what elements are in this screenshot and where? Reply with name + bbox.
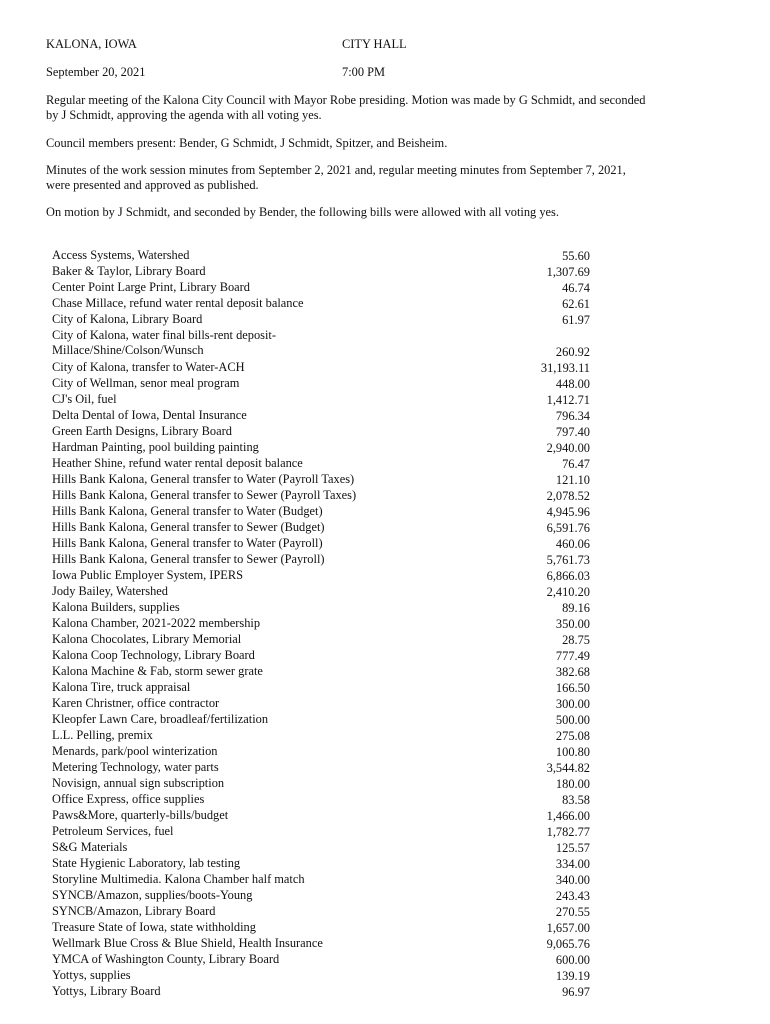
bill-amount: 6,866.03	[546, 568, 590, 583]
bill-amount: 96.97	[562, 984, 590, 999]
bill-amount: 76.47	[562, 456, 590, 471]
bill-amount: 270.55	[555, 904, 590, 919]
bill-amount: 1,412.71	[546, 392, 590, 407]
bill-row	[52, 376, 592, 392]
bill-row	[52, 824, 592, 840]
bill-amount: 89.16	[562, 600, 590, 615]
header-time: 7:00 PM	[342, 65, 386, 79]
bill-description: S&G Materials	[52, 840, 128, 854]
bill-description: Yottys, supplies	[52, 968, 131, 982]
bill-row	[52, 424, 592, 440]
bill-description: Hills Bank Kalona, General transfer to Water (Payroll Taxes)	[52, 472, 355, 486]
bill-row	[52, 328, 592, 360]
bill-row	[52, 552, 592, 568]
bill-description: Center Point Large Print, Library Board	[52, 280, 250, 294]
bill-amount: 275.08	[555, 728, 590, 743]
bill-row	[52, 728, 592, 744]
bill-description: Storyline Multimedia. Kalona Chamber half match	[52, 872, 305, 886]
bill-amount: 46.74	[562, 280, 590, 295]
bill-row	[52, 456, 592, 472]
bill-description: Hills Bank Kalona, General transfer to Water (Budget)	[52, 504, 323, 518]
header-line-2	[46, 65, 706, 81]
bill-description: City of Wellman, senor meal program	[52, 376, 240, 390]
bill-row	[52, 616, 592, 632]
bill-description: Kalona Chamber, 2021-2022 membership	[52, 616, 261, 630]
bill-amount: 100.80	[555, 744, 590, 759]
bill-amount: 3,544.82	[546, 760, 590, 775]
bill-description: Paws&More, quarterly-bills/budget	[52, 808, 229, 822]
bill-amount: 6,591.76	[546, 520, 590, 535]
bill-amount: 180.00	[555, 776, 590, 791]
bill-description: Wellmark Blue Cross & Blue Shield, Health Insurance	[52, 936, 323, 950]
bill-row	[52, 856, 592, 872]
bills-list	[52, 248, 592, 1000]
bill-description: Heather Shine, refund water rental deposit balance	[52, 456, 303, 470]
bill-description: Hills Bank Kalona, General transfer to Sewer (Payroll)	[52, 552, 325, 566]
bill-amount: 777.49	[555, 648, 590, 663]
bill-amount: 2,940.00	[546, 440, 590, 455]
bill-row	[52, 392, 592, 408]
bill-row	[52, 568, 592, 584]
header-location: KALONA, IOWA	[46, 37, 137, 51]
bill-amount: 2,078.52	[546, 488, 590, 503]
bill-description: Green Earth Designs, Library Board	[52, 424, 232, 438]
header-date: September 20, 2021	[46, 65, 146, 79]
bill-amount: 1,782.77	[546, 824, 590, 839]
bill-row	[52, 472, 592, 488]
bill-row	[52, 664, 592, 680]
bill-row	[52, 312, 592, 328]
bill-amount: 9,065.76	[546, 936, 590, 951]
bill-description: Chase Millace, refund water rental deposit balance	[52, 296, 304, 310]
bill-description: City of Kalona, transfer to Water-ACH	[52, 360, 245, 374]
bill-row	[52, 440, 592, 456]
bill-amount: 600.00	[555, 952, 590, 967]
bill-description: L.L. Pelling, premix	[52, 728, 153, 742]
bill-description: Hills Bank Kalona, General transfer to Water (Payroll)	[52, 536, 323, 550]
bill-amount: 2,410.20	[546, 584, 590, 599]
bill-amount: 83.58	[562, 792, 590, 807]
bill-amount: 448.00	[555, 376, 590, 391]
bill-row	[52, 584, 592, 600]
bill-row	[52, 408, 592, 424]
bill-description: State Hygienic Laboratory, lab testing	[52, 856, 241, 870]
bill-amount: 28.75	[562, 632, 590, 647]
bill-row	[52, 504, 592, 520]
bill-amount: 121.10	[555, 472, 590, 487]
bill-description: Kalona Machine & Fab, storm sewer grate	[52, 664, 263, 678]
bill-row	[52, 952, 592, 968]
bill-row	[52, 792, 592, 808]
bill-row	[52, 488, 592, 504]
header-venue: CITY HALL	[342, 37, 407, 51]
bill-description: Access Systems, Watershed	[52, 248, 190, 262]
bill-description: Delta Dental of Iowa, Dental Insurance	[52, 408, 247, 422]
bill-row	[52, 536, 592, 552]
bill-description: Kalona Coop Technology, Library Board	[52, 648, 255, 662]
bill-description: Iowa Public Employer System, IPERS	[52, 568, 244, 582]
bill-row	[52, 296, 592, 312]
bill-row	[52, 872, 592, 888]
bill-row	[52, 904, 592, 920]
bill-description: SYNCB/Amazon, Library Board	[52, 904, 216, 918]
bill-row	[52, 840, 592, 856]
minutes-paragraph: Minutes of the work session minutes from September 2, 2021 and, regular meeting minutes from September 7, 2021, were presented and approved as published.	[46, 163, 626, 193]
bill-amount: 55.60	[562, 248, 590, 263]
bill-description: Kleopfer Lawn Care, broadleaf/fertilization	[52, 712, 269, 726]
bill-description: Novisign, annual sign subscription	[52, 776, 225, 790]
bill-description: City of Kalona, Library Board	[52, 312, 203, 326]
bills-motion-paragraph: On motion by J Schmidt, and seconded by Bender, the following bills were allowed with all voting yes.	[46, 205, 559, 219]
bill-row	[52, 760, 592, 776]
bill-amount: 260.92	[555, 344, 590, 359]
header-line-1	[46, 37, 706, 53]
bill-amount: 139.19	[555, 968, 590, 983]
bill-row	[52, 984, 592, 1000]
bill-description: Baker & Taylor, Library Board	[52, 264, 206, 278]
bill-row	[52, 808, 592, 824]
bill-amount: 334.00	[555, 856, 590, 871]
bill-description: Hills Bank Kalona, General transfer to Sewer (Payroll Taxes)	[52, 488, 357, 502]
bill-description: City of Kalona, water final bills-rent deposit- Millace/Shine/Colson/Wunsch	[52, 328, 277, 358]
bill-row	[52, 248, 592, 264]
bill-amount: 350.00	[555, 616, 590, 631]
bill-description: Kalona Tire, truck appraisal	[52, 680, 191, 694]
bill-description: Hardman Painting, pool building painting	[52, 440, 259, 454]
bill-amount: 62.61	[562, 296, 590, 311]
bill-amount: 61.97	[562, 312, 590, 327]
bill-description: Kalona Chocolates, Library Memorial	[52, 632, 242, 646]
bill-description: Treasure State of Iowa, state withholding	[52, 920, 256, 934]
bill-row	[52, 632, 592, 648]
bill-description: Karen Christner, office contractor	[52, 696, 220, 710]
bill-description: Yottys, Library Board	[52, 984, 161, 998]
bill-amount: 243.43	[555, 888, 590, 903]
bill-row	[52, 264, 592, 280]
bill-amount: 460.06	[555, 536, 590, 551]
bill-description: Kalona Builders, supplies	[52, 600, 180, 614]
bill-amount: 1,466.00	[546, 808, 590, 823]
bill-description: YMCA of Washington County, Library Board	[52, 952, 280, 966]
bill-amount: 500.00	[555, 712, 590, 727]
bill-amount: 1,657.00	[546, 920, 590, 935]
bill-row	[52, 968, 592, 984]
bill-amount: 5,761.73	[546, 552, 590, 567]
bill-row	[52, 648, 592, 664]
bill-description: CJ's Oil, fuel	[52, 392, 117, 406]
bill-amount: 4,945.96	[546, 504, 590, 519]
bill-amount: 300.00	[555, 696, 590, 711]
bill-description: Menards, park/pool winterization	[52, 744, 218, 758]
bill-row	[52, 776, 592, 792]
bill-row	[52, 888, 592, 904]
bill-row	[52, 696, 592, 712]
bill-description: Metering Technology, water parts	[52, 760, 219, 774]
bill-row	[52, 744, 592, 760]
bill-amount: 166.50	[555, 680, 590, 695]
bill-description: Petroleum Services, fuel	[52, 824, 174, 838]
bill-amount: 340.00	[555, 872, 590, 887]
bill-amount: 797.40	[555, 424, 590, 439]
bill-amount: 796.34	[555, 408, 590, 423]
bill-row	[52, 520, 592, 536]
bill-amount: 382.68	[555, 664, 590, 679]
bill-row	[52, 280, 592, 296]
bill-row	[52, 600, 592, 616]
intro-paragraph: Regular meeting of the Kalona City Council with Mayor Robe presiding. Motion was made by G Schmidt, and seconded by J Schmidt, approving the agenda with all voting yes.	[46, 93, 646, 123]
bill-description: Jody Bailey, Watershed	[52, 584, 168, 598]
bill-row	[52, 680, 592, 696]
members-present-paragraph: Council members present: Bender, G Schmidt, J Schmidt, Spitzer, and Beisheim.	[46, 136, 448, 150]
bill-row	[52, 712, 592, 728]
bill-description: Hills Bank Kalona, General transfer to Sewer (Budget)	[52, 520, 325, 534]
bill-row	[52, 920, 592, 936]
bill-amount: 125.57	[555, 840, 590, 855]
bill-description: SYNCB/Amazon, supplies/boots-Young	[52, 888, 253, 902]
bill-amount: 1,307.69	[546, 264, 590, 279]
bill-amount: 31,193.11	[540, 360, 590, 375]
bill-row	[52, 936, 592, 952]
bill-description: Office Express, office supplies	[52, 792, 205, 806]
bill-row	[52, 360, 592, 376]
